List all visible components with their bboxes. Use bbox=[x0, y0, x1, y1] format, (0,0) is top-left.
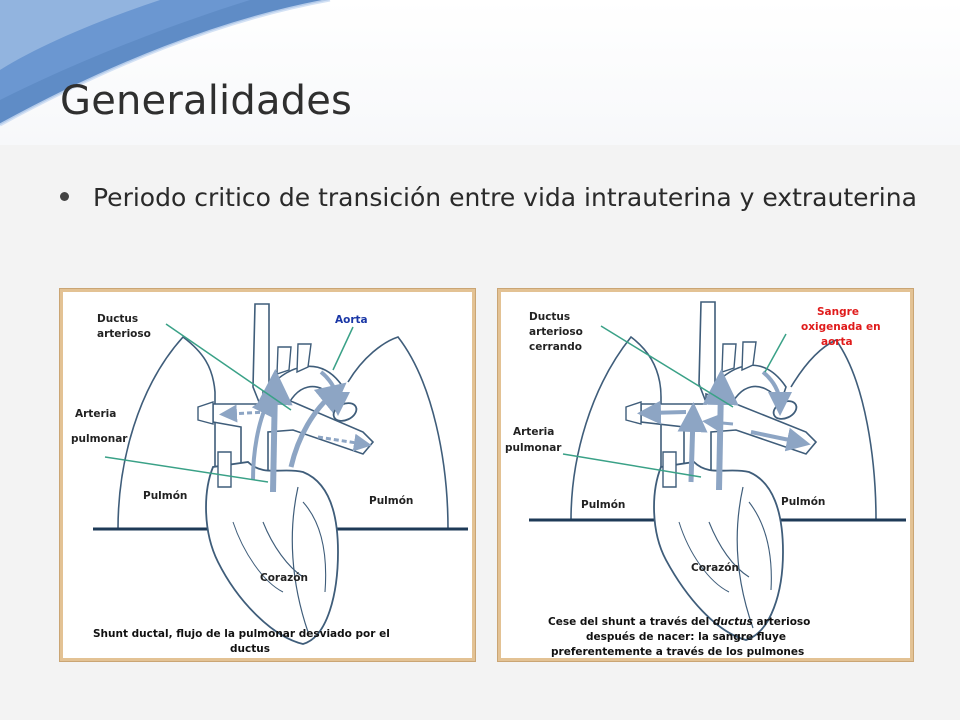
decorative-corner-swoosh bbox=[0, 0, 960, 150]
bullet-item: Periodo critico de transición entre vida intrauterina y extrauterina bbox=[93, 183, 917, 212]
label-pulmon-left: Pulmón bbox=[581, 499, 626, 511]
flow-arrow bbox=[711, 422, 733, 424]
heart-diagram-ductus-closing bbox=[501, 292, 910, 658]
label-pulmon-right: Pulmón bbox=[369, 495, 414, 507]
label-ductus-line1: Ductus bbox=[529, 311, 571, 323]
label-pulmon-right: Pulmón bbox=[781, 496, 826, 508]
left-lung-outline bbox=[571, 337, 661, 520]
caption-line3: preferentemente a través de los pulmones bbox=[551, 646, 805, 658]
label-corazon: Corazón bbox=[691, 562, 739, 574]
caption-line2: después de nacer: la sangre fluye bbox=[586, 631, 786, 643]
label-arteria-line2: pulmonar bbox=[71, 433, 128, 445]
caption-line2: ductus bbox=[230, 643, 270, 655]
label-aorta: Aorta bbox=[335, 314, 368, 326]
flow-arrow bbox=[719, 387, 721, 490]
flow-arrow bbox=[273, 387, 275, 492]
label-ductus-line1: Ductus bbox=[97, 313, 139, 325]
caption-line1: Cese del shunt a través del ductus arterioso bbox=[548, 616, 811, 628]
label-sangre-line3: aorta bbox=[821, 336, 853, 348]
slide-title: Generalidades bbox=[60, 78, 353, 124]
label-ductus-line2: arterioso bbox=[529, 326, 583, 338]
label-ductus-line3: cerrando bbox=[529, 341, 582, 353]
label-pulmon-left: Pulmón bbox=[143, 490, 188, 502]
label-arteria-line2: pulmonar bbox=[505, 442, 562, 454]
label-corazon: Corazón bbox=[260, 572, 308, 584]
label-arteria-line1: Arteria bbox=[513, 426, 555, 438]
figure-ductus-closing bbox=[498, 289, 913, 661]
label-sangre-line1: Sangre bbox=[817, 306, 859, 318]
flow-arrow bbox=[691, 417, 693, 482]
figure-ductus-open bbox=[60, 289, 475, 661]
caption-line1: Shunt ductal, flujo de la pulmonar desviado por el bbox=[93, 628, 390, 640]
heart-diagram-ductus-open bbox=[63, 292, 472, 658]
right-lung-outline bbox=[791, 340, 876, 520]
bullet-dot bbox=[60, 192, 69, 201]
label-ductus-line2: arterioso bbox=[97, 328, 151, 340]
label-sangre-line2: oxigenada en bbox=[801, 321, 881, 333]
flow-arrow bbox=[649, 412, 686, 413]
label-arteria-line1: Arteria bbox=[75, 408, 117, 420]
